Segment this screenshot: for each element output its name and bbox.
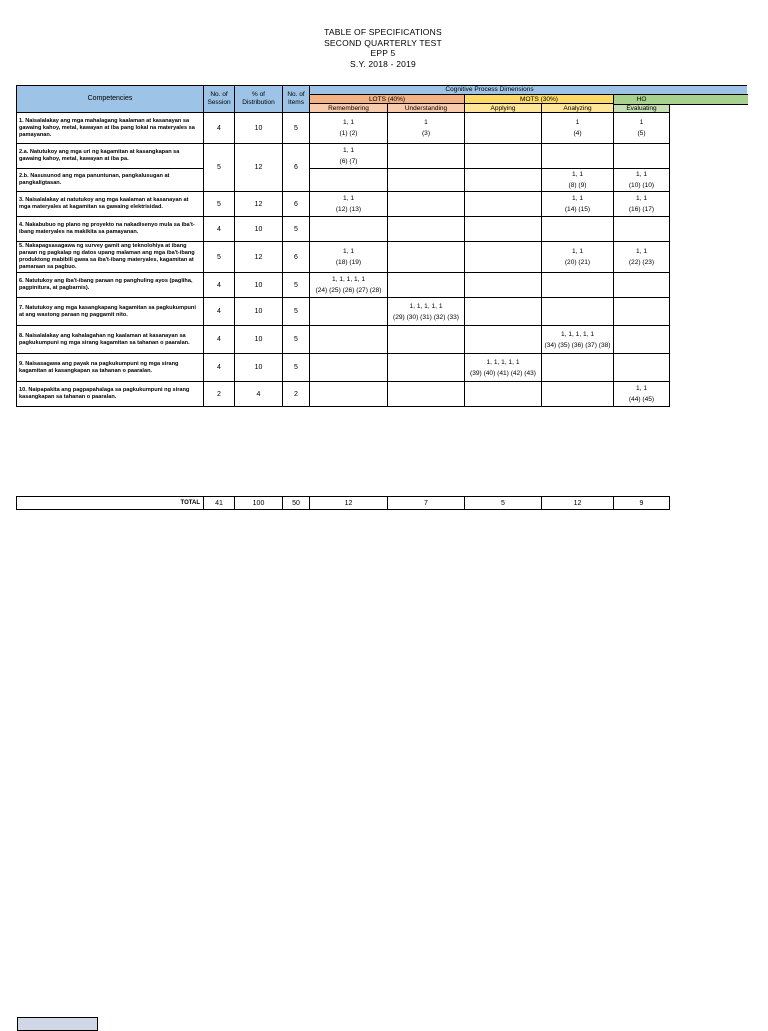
remembering-cell <box>310 298 388 326</box>
understanding-cell <box>388 354 465 382</box>
header-items: No. of Items <box>283 86 310 113</box>
header-competencies: Competencies <box>17 86 204 113</box>
item-count: 6 <box>283 192 310 217</box>
total-evaluating: 9 <box>614 497 670 510</box>
hots-overflow-fill <box>614 94 748 105</box>
understanding-cell <box>388 144 465 169</box>
item-weights: 1, 1, 1, 1, 1 <box>486 358 520 366</box>
session-count: 4 <box>204 326 235 354</box>
table-row <box>17 113 670 144</box>
remembering-cell <box>310 242 388 273</box>
evaluating-cell <box>614 192 670 217</box>
item-weights: 1, 1 <box>343 119 354 126</box>
item-numbers: (34) (35) (36) (37) (38) <box>544 341 611 349</box>
table-row <box>17 169 670 192</box>
applying-cell <box>465 326 542 354</box>
remembering-cell <box>310 382 388 407</box>
item-weights: 1, 1 <box>343 195 354 202</box>
analyzing-cell <box>542 144 614 169</box>
item-numbers: (29) (30) (31) (32) (33) <box>393 313 459 321</box>
remembering-cell <box>310 354 388 382</box>
competency-text: 9. Naisasagawa ang payak na pagkukumpuni ng mga sirang kagamitan at kasangkapan sa tahanan o paaralan. <box>17 354 204 382</box>
total-analyzing: 12 <box>542 497 614 510</box>
competency-text: 5. Nakapagsasagawa ng survey gamit ang teknolohiya at ibang paraan ng pagkalap ng datos upang malaman ang mga iba't-ibang produktong mabibili gawa sa iba't-ibang materyales, kagamitan at pamaraan sa pagbuo. <box>17 242 204 273</box>
item-weights: 1, 1 <box>636 171 647 178</box>
session-count: 4 <box>204 298 235 326</box>
applying-cell <box>465 273 542 298</box>
header-distribution: % of Distribution <box>235 86 283 113</box>
cognitive-label: Cognitive Process Dimensions <box>445 86 534 93</box>
item-numbers: (1) (2) <box>339 130 358 137</box>
remembering-cell <box>310 326 388 354</box>
understanding-cell <box>388 242 465 273</box>
header-applying: Applying <box>465 104 542 113</box>
title-line-3: EPP 5 <box>370 48 396 58</box>
applying-cell <box>465 217 542 242</box>
item-weights: 1, 1, 1, 1, 1 <box>332 276 365 283</box>
item-count: 5 <box>283 217 310 242</box>
specification-table <box>16 85 670 407</box>
item-numbers: (24) (25) (26) (27) (28) <box>315 287 382 294</box>
analyzing-cell <box>542 217 614 242</box>
header-remembering: Remembering <box>310 104 388 113</box>
item-numbers: (20) (21) <box>564 259 591 266</box>
item-weights: 1, 1 <box>343 248 354 255</box>
analyzing-cell <box>542 169 614 192</box>
evaluating-cell <box>614 113 670 144</box>
analyzing-cell <box>542 242 614 273</box>
item-weights: 1, 1 <box>343 147 354 154</box>
total-distribution: 100 <box>235 497 283 510</box>
totals-label: TOTAL <box>17 497 204 510</box>
distribution-percent: 12 <box>235 144 283 192</box>
understanding-cell <box>388 382 465 407</box>
applying-cell <box>465 354 542 382</box>
total-understanding: 7 <box>388 497 465 510</box>
item-numbers: (18) (19) <box>335 259 362 266</box>
header-mots: MOTS (30%) <box>465 95 614 104</box>
item-weights: 1 <box>639 119 644 126</box>
applying-cell <box>465 113 542 144</box>
distribution-percent: 12 <box>235 242 283 273</box>
remembering-cell <box>310 273 388 298</box>
header-understanding: Understanding <box>388 104 465 113</box>
understanding-cell <box>388 273 465 298</box>
title-line-4: S.Y. 2018 - 2019 <box>350 58 416 69</box>
remembering-cell <box>310 113 388 144</box>
applying-cell <box>465 144 542 169</box>
item-weights: 1, 1 <box>572 248 583 255</box>
distribution-percent: 10 <box>235 217 283 242</box>
analyzing-cell <box>542 382 614 407</box>
item-count: 5 <box>283 354 310 382</box>
item-count: 6 <box>283 242 310 273</box>
applying-cell <box>465 382 542 407</box>
distribution-percent: 10 <box>235 113 283 144</box>
competency-text: 2.a. Natutukoy ang mga uri ng kagamitan at kasangkapan sa gawaing kahoy, metal, kawayan at iba pa. <box>17 144 204 169</box>
item-weights: 1, 1 <box>636 248 647 255</box>
item-weights: 1, 1 <box>636 385 647 392</box>
item-numbers: (3) <box>421 130 431 137</box>
title-line-1: TABLE OF SPECIFICATIONS <box>324 27 442 37</box>
table-row <box>17 144 670 169</box>
header-lots: LOTS (40%) <box>310 95 465 104</box>
table-row <box>17 273 670 298</box>
evaluating-cell <box>614 298 670 326</box>
understanding-cell <box>388 192 465 217</box>
competency-text: 4. Nakabubuo ng plano ng proyekto na nakadisenyo mula sa iba't-ibang materyales na makikita sa pamayanan. <box>17 217 204 242</box>
item-count: 5 <box>283 113 310 144</box>
item-count: 2 <box>283 382 310 407</box>
understanding-cell <box>388 217 465 242</box>
item-numbers: (14) (15) <box>564 206 591 213</box>
evaluating-cell <box>614 326 670 354</box>
session-count: 5 <box>204 242 235 273</box>
item-weights: 1, 1, 1, 1, 1 <box>561 330 594 338</box>
applying-cell <box>465 192 542 217</box>
table-row <box>17 217 670 242</box>
distribution-percent: 4 <box>235 382 283 407</box>
analyzing-cell <box>542 298 614 326</box>
item-numbers: (5) <box>637 130 646 137</box>
remembering-cell <box>310 169 388 192</box>
session-count: 2 <box>204 382 235 407</box>
session-count: 4 <box>204 354 235 382</box>
item-numbers: (8) (9) <box>568 182 587 189</box>
hots-label: HO <box>636 95 647 103</box>
header-evaluating: Evaluating <box>614 104 670 113</box>
distribution-percent: 10 <box>235 354 283 382</box>
evaluating-cell <box>614 169 670 192</box>
competency-text: 6. Natutukoy ang iba't-ibang paraan ng panghuling ayos (pagliha, pagpinitura, at pagbarnis). <box>17 273 204 298</box>
item-weights: 1, 1 <box>636 195 647 202</box>
table-row <box>17 354 670 382</box>
header-sessions: No. of Session <box>204 86 235 113</box>
analyzing-cell <box>542 113 614 144</box>
evaluating-cell <box>614 273 670 298</box>
item-weights: 1, 1, 1, 1, 1 <box>409 302 443 310</box>
remembering-cell <box>310 144 388 169</box>
session-count: 5 <box>204 192 235 217</box>
item-count: 5 <box>283 273 310 298</box>
item-count: 5 <box>283 326 310 354</box>
item-numbers: (16) (17) <box>628 206 655 213</box>
table-row <box>17 192 670 217</box>
item-numbers: (22) (23) <box>628 259 655 266</box>
item-numbers: (39) (40) (41) (42) (43) <box>470 369 536 377</box>
item-count: 5 <box>283 298 310 326</box>
session-count: 4 <box>204 113 235 144</box>
session-count: 4 <box>204 273 235 298</box>
session-count: 5 <box>204 144 235 192</box>
competency-text: 10. Naipapakita ang pagpapahalaga sa pagkukumpuni ng sirang kasangkapan sa tahanan o paaralan. <box>17 382 204 407</box>
analyzing-cell <box>542 273 614 298</box>
totals-table <box>16 496 670 510</box>
analyzing-cell <box>542 192 614 217</box>
distribution-percent: 12 <box>235 192 283 217</box>
total-items: 50 <box>283 497 310 510</box>
applying-cell <box>465 298 542 326</box>
evaluating-cell <box>614 354 670 382</box>
remembering-cell <box>310 192 388 217</box>
document-title-block <box>0 27 768 69</box>
understanding-cell <box>388 326 465 354</box>
competency-text: 2.b. Nasusunod ang mga panuntunan, pangkalusugan at pangkaligtasan. <box>17 169 204 192</box>
total-remembering: 12 <box>310 497 388 510</box>
item-numbers: (10) (10) <box>628 182 655 189</box>
applying-cell <box>465 169 542 192</box>
title-line-2: SECOND QUARTERLY TEST <box>324 37 442 48</box>
evaluating-cell <box>614 144 670 169</box>
item-weights: 1, 1 <box>572 171 583 178</box>
evaluating-cell <box>614 217 670 242</box>
competency-text: 1. Naisalalakay ang mga mahalagang kaalaman at kasanayan sa gawaing kahoy, metal, kawayan at iba pang lokal na materyales sa pamayanan. <box>17 113 204 144</box>
specification-rows <box>17 113 670 407</box>
understanding-cell <box>388 169 465 192</box>
distribution-percent: 10 <box>235 298 283 326</box>
distribution-percent: 10 <box>235 273 283 298</box>
competency-text: 3. Naisalalakay at natutukoy ang mga kaalaman at kasanayan at mga materyales at kagamitan sa gawaing elektrisidad. <box>17 192 204 217</box>
item-numbers: (44) (45) <box>628 396 655 403</box>
analyzing-cell <box>542 326 614 354</box>
understanding-cell <box>388 298 465 326</box>
understanding-cell <box>388 113 465 144</box>
totals-row <box>17 497 670 510</box>
session-count: 4 <box>204 217 235 242</box>
evaluating-cell <box>614 242 670 273</box>
item-weights: 1, 1 <box>572 195 583 202</box>
header-analyzing: Analyzing <box>542 104 614 113</box>
applying-cell <box>465 242 542 273</box>
table-row <box>17 242 670 273</box>
item-count: 6 <box>283 144 310 192</box>
table-row <box>17 382 670 407</box>
total-applying: 5 <box>465 497 542 510</box>
table-row <box>17 326 670 354</box>
distribution-percent: 10 <box>235 326 283 354</box>
item-weights: 1 <box>575 119 580 126</box>
item-weights: 1 <box>424 119 428 126</box>
total-sessions: 41 <box>204 497 235 510</box>
table-row <box>17 298 670 326</box>
analyzing-cell <box>542 354 614 382</box>
remembering-cell <box>310 217 388 242</box>
item-numbers: (4) <box>573 130 582 137</box>
evaluating-cell <box>614 382 670 407</box>
item-numbers: (6) (7) <box>339 158 358 165</box>
sheet-tab-box <box>17 1017 98 1031</box>
competency-text: 7. Natutukoy ang mga kasangkapang kagamitan sa pagkukumpuni at ang wastong paraan ng paggamit nito. <box>17 298 204 326</box>
item-numbers: (12) (13) <box>335 206 362 213</box>
competency-text: 8. Naisalalakay ang kahalagahan ng kaalaman at kasanayan sa pagkukumpuni ng mga sirang kagamitan sa tahanan o paaralan. <box>17 326 204 354</box>
header-hots <box>614 95 670 104</box>
